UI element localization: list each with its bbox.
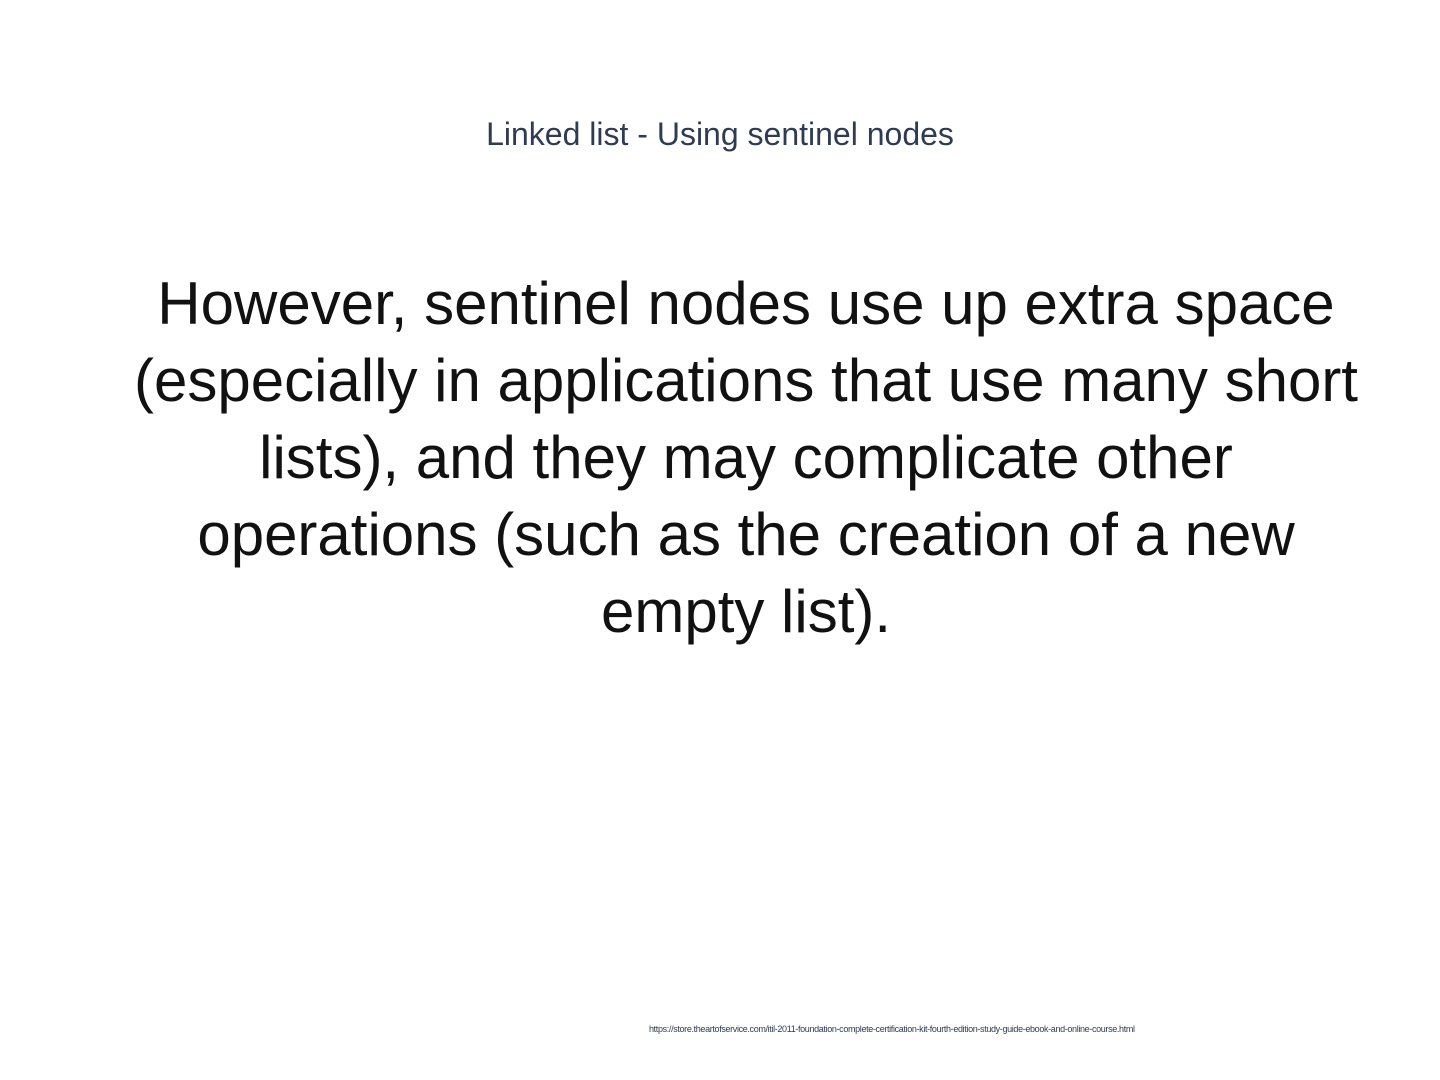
slide-title: Linked list - Using sentinel nodes: [486, 116, 954, 152]
slide-body-text: However, sentinel nodes use up extra space (especially in applications that use many short lists), and they may complicate other operations (such as the creation of a new empty list).: [134, 270, 1358, 645]
footer-url: https://store.theartofservice.com/itil-2011-foundation-complete-certification-kit-fourth-edition-study-guide-ebook-and-online-course.html: [649, 1024, 1135, 1034]
